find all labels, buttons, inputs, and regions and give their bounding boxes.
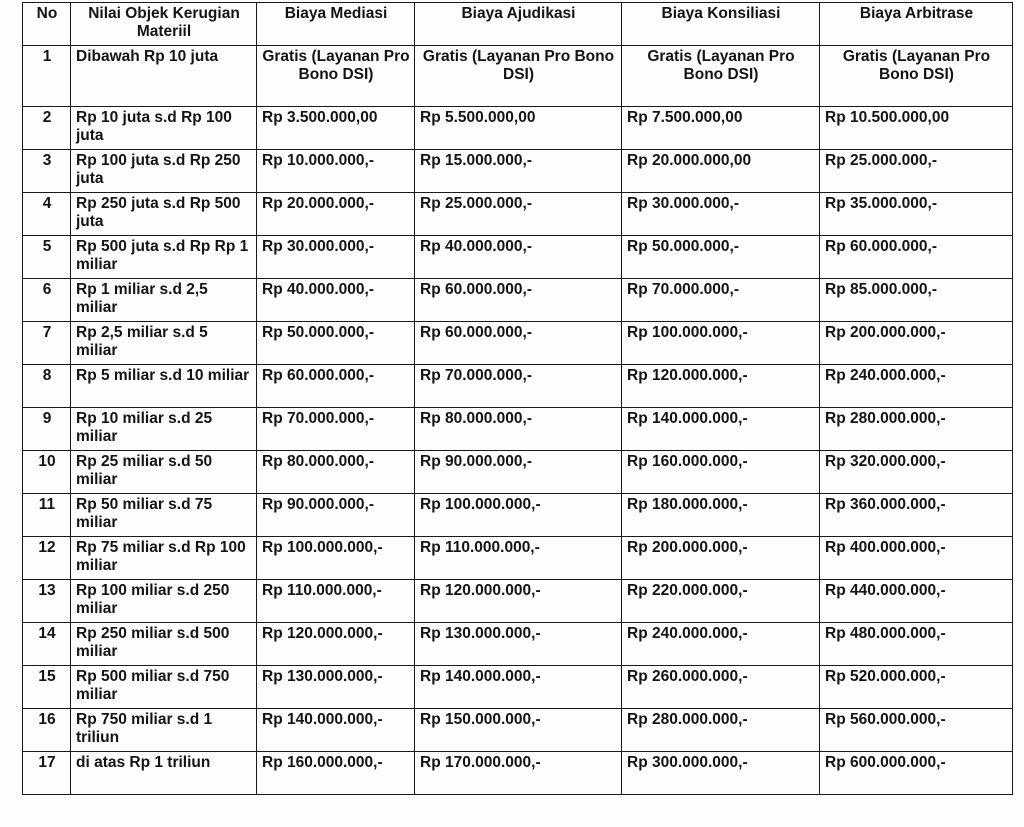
table-row	[23, 107, 1013, 150]
cell-no: 12	[23, 537, 71, 580]
header-objek: Nilai Objek Kerugian Materiil	[71, 3, 257, 46]
cell-konsiliasi: Rp 70.000.000,-	[622, 279, 820, 322]
cell-mediasi: Rp 3.500.000,00	[257, 107, 415, 150]
table-row	[23, 580, 1013, 623]
cell-arbitrase: Rp 200.000.000,-	[820, 322, 1013, 365]
table-row	[23, 666, 1013, 709]
cell-no: 4	[23, 193, 71, 236]
cell-ajudikasi: Rp 60.000.000,-	[415, 279, 622, 322]
cell-mediasi: Gratis (Layanan Pro Bono DSI)	[257, 46, 415, 107]
cell-no: 5	[23, 236, 71, 279]
cell-ajudikasi: Rp 25.000.000,-	[415, 193, 622, 236]
cell-no: 16	[23, 709, 71, 752]
cell-mediasi: Rp 80.000.000,-	[257, 451, 415, 494]
cell-ajudikasi: Rp 150.000.000,-	[415, 709, 622, 752]
cell-ajudikasi: Rp 80.000.000,-	[415, 408, 622, 451]
cell-mediasi: Rp 110.000.000,-	[257, 580, 415, 623]
cell-mediasi: Rp 20.000.000,-	[257, 193, 415, 236]
header-mediasi: Biaya Mediasi	[257, 3, 415, 46]
cell-mediasi: Rp 40.000.000,-	[257, 279, 415, 322]
cell-konsiliasi: Rp 280.000.000,-	[622, 709, 820, 752]
cell-arbitrase: Rp 400.000.000,-	[820, 537, 1013, 580]
cell-arbitrase: Rp 520.000.000,-	[820, 666, 1013, 709]
cell-konsiliasi: Rp 160.000.000,-	[622, 451, 820, 494]
cell-ajudikasi: Rp 70.000.000,-	[415, 365, 622, 408]
cell-ajudikasi: Rp 140.000.000,-	[415, 666, 622, 709]
cell-arbitrase: Gratis (Layanan Pro Bono DSI)	[820, 46, 1013, 107]
cell-mediasi: Rp 100.000.000,-	[257, 537, 415, 580]
cell-objek: Rp 250 miliar s.d 500 miliar	[71, 623, 257, 666]
table-row	[23, 451, 1013, 494]
header-ajudikasi: Biaya Ajudikasi	[415, 3, 622, 46]
table-row	[23, 236, 1013, 279]
cell-arbitrase: Rp 35.000.000,-	[820, 193, 1013, 236]
cell-arbitrase: Rp 320.000.000,-	[820, 451, 1013, 494]
cell-no: 1	[23, 46, 71, 107]
cell-objek: Rp 25 miliar s.d 50 miliar	[71, 451, 257, 494]
cell-ajudikasi: Rp 110.000.000,-	[415, 537, 622, 580]
cell-arbitrase: Rp 10.500.000,00	[820, 107, 1013, 150]
cell-arbitrase: Rp 600.000.000,-	[820, 752, 1013, 795]
header-no: No	[23, 3, 71, 46]
cell-konsiliasi: Gratis (Layanan Pro Bono DSI)	[622, 46, 820, 107]
cell-arbitrase: Rp 440.000.000,-	[820, 580, 1013, 623]
cell-mediasi: Rp 70.000.000,-	[257, 408, 415, 451]
table-row	[23, 537, 1013, 580]
cell-arbitrase: Rp 85.000.000,-	[820, 279, 1013, 322]
table-row	[23, 193, 1013, 236]
cell-mediasi: Rp 50.000.000,-	[257, 322, 415, 365]
cell-konsiliasi: Rp 30.000.000,-	[622, 193, 820, 236]
cell-ajudikasi: Rp 170.000.000,-	[415, 752, 622, 795]
cell-mediasi: Rp 130.000.000,-	[257, 666, 415, 709]
table-row	[23, 279, 1013, 322]
cell-no: 2	[23, 107, 71, 150]
table-row	[23, 46, 1013, 107]
cell-konsiliasi: Rp 260.000.000,-	[622, 666, 820, 709]
cell-mediasi: Rp 90.000.000,-	[257, 494, 415, 537]
cell-ajudikasi: Rp 90.000.000,-	[415, 451, 622, 494]
cell-konsiliasi: Rp 200.000.000,-	[622, 537, 820, 580]
table-row	[23, 408, 1013, 451]
cell-arbitrase: Rp 360.000.000,-	[820, 494, 1013, 537]
cell-ajudikasi: Rp 130.000.000,-	[415, 623, 622, 666]
cell-konsiliasi: Rp 20.000.000,00	[622, 150, 820, 193]
table-row	[23, 494, 1013, 537]
cell-konsiliasi: Rp 220.000.000,-	[622, 580, 820, 623]
cell-objek: Rp 5 miliar s.d 10 miliar	[71, 365, 257, 408]
cell-ajudikasi: Rp 5.500.000,00	[415, 107, 622, 150]
cell-objek: Rp 50 miliar s.d 75 miliar	[71, 494, 257, 537]
cell-arbitrase: Rp 280.000.000,-	[820, 408, 1013, 451]
cell-objek: Rp 500 juta s.d Rp Rp 1 miliar	[71, 236, 257, 279]
cell-konsiliasi: Rp 180.000.000,-	[622, 494, 820, 537]
cell-no: 10	[23, 451, 71, 494]
cell-no: 9	[23, 408, 71, 451]
header-konsiliasi: Biaya Konsiliasi	[622, 3, 820, 46]
cell-ajudikasi: Rp 15.000.000,-	[415, 150, 622, 193]
cell-konsiliasi: Rp 7.500.000,00	[622, 107, 820, 150]
cell-konsiliasi: Rp 100.000.000,-	[622, 322, 820, 365]
cell-mediasi: Rp 10.000.000,-	[257, 150, 415, 193]
cell-konsiliasi: Rp 300.000.000,-	[622, 752, 820, 795]
cell-objek: Rp 2,5 miliar s.d 5 miliar	[71, 322, 257, 365]
cell-ajudikasi: Rp 100.000.000,-	[415, 494, 622, 537]
cell-mediasi: Rp 120.000.000,-	[257, 623, 415, 666]
cell-no: 14	[23, 623, 71, 666]
fee-table	[22, 2, 1013, 795]
cell-objek: Rp 1 miliar s.d 2,5 miliar	[71, 279, 257, 322]
cell-objek: Rp 10 juta s.d Rp 100 juta	[71, 107, 257, 150]
cell-no: 8	[23, 365, 71, 408]
cell-objek: Rp 100 juta s.d Rp 250 juta	[71, 150, 257, 193]
cell-objek: di atas Rp 1 triliun	[71, 752, 257, 795]
cell-ajudikasi: Rp 60.000.000,-	[415, 322, 622, 365]
cell-no: 6	[23, 279, 71, 322]
cell-ajudikasi: Rp 40.000.000,-	[415, 236, 622, 279]
cell-objek: Rp 250 juta s.d Rp 500 juta	[71, 193, 257, 236]
cell-no: 3	[23, 150, 71, 193]
cell-objek: Dibawah Rp 10 juta	[71, 46, 257, 107]
cell-objek: Rp 100 miliar s.d 250 miliar	[71, 580, 257, 623]
cell-konsiliasi: Rp 120.000.000,-	[622, 365, 820, 408]
cell-konsiliasi: Rp 50.000.000,-	[622, 236, 820, 279]
table-row	[23, 752, 1013, 795]
cell-arbitrase: Rp 240.000.000,-	[820, 365, 1013, 408]
cell-konsiliasi: Rp 240.000.000,-	[622, 623, 820, 666]
cell-konsiliasi: Rp 140.000.000,-	[622, 408, 820, 451]
cell-arbitrase: Rp 60.000.000,-	[820, 236, 1013, 279]
table-row	[23, 150, 1013, 193]
table-row	[23, 623, 1013, 666]
table-row	[23, 365, 1013, 408]
cell-arbitrase: Rp 25.000.000,-	[820, 150, 1013, 193]
cell-arbitrase: Rp 480.000.000,-	[820, 623, 1013, 666]
cell-objek: Rp 750 miliar s.d 1 triliun	[71, 709, 257, 752]
table-row	[23, 322, 1013, 365]
cell-ajudikasi: Gratis (Layanan Pro Bono DSI)	[415, 46, 622, 107]
cell-objek: Rp 10 miliar s.d 25 miliar	[71, 408, 257, 451]
cell-mediasi: Rp 140.000.000,-	[257, 709, 415, 752]
cell-objek: Rp 500 miliar s.d 750 miliar	[71, 666, 257, 709]
cell-no: 17	[23, 752, 71, 795]
cell-no: 13	[23, 580, 71, 623]
cell-mediasi: Rp 160.000.000,-	[257, 752, 415, 795]
cell-no: 15	[23, 666, 71, 709]
cell-arbitrase: Rp 560.000.000,-	[820, 709, 1013, 752]
cell-mediasi: Rp 60.000.000,-	[257, 365, 415, 408]
header-arbitrase: Biaya Arbitrase	[820, 3, 1013, 46]
header-row	[23, 3, 1013, 46]
cell-objek: Rp 75 miliar s.d Rp 100 miliar	[71, 537, 257, 580]
cell-ajudikasi: Rp 120.000.000,-	[415, 580, 622, 623]
cell-no: 11	[23, 494, 71, 537]
table-row	[23, 709, 1013, 752]
cell-mediasi: Rp 30.000.000,-	[257, 236, 415, 279]
cell-no: 7	[23, 322, 71, 365]
